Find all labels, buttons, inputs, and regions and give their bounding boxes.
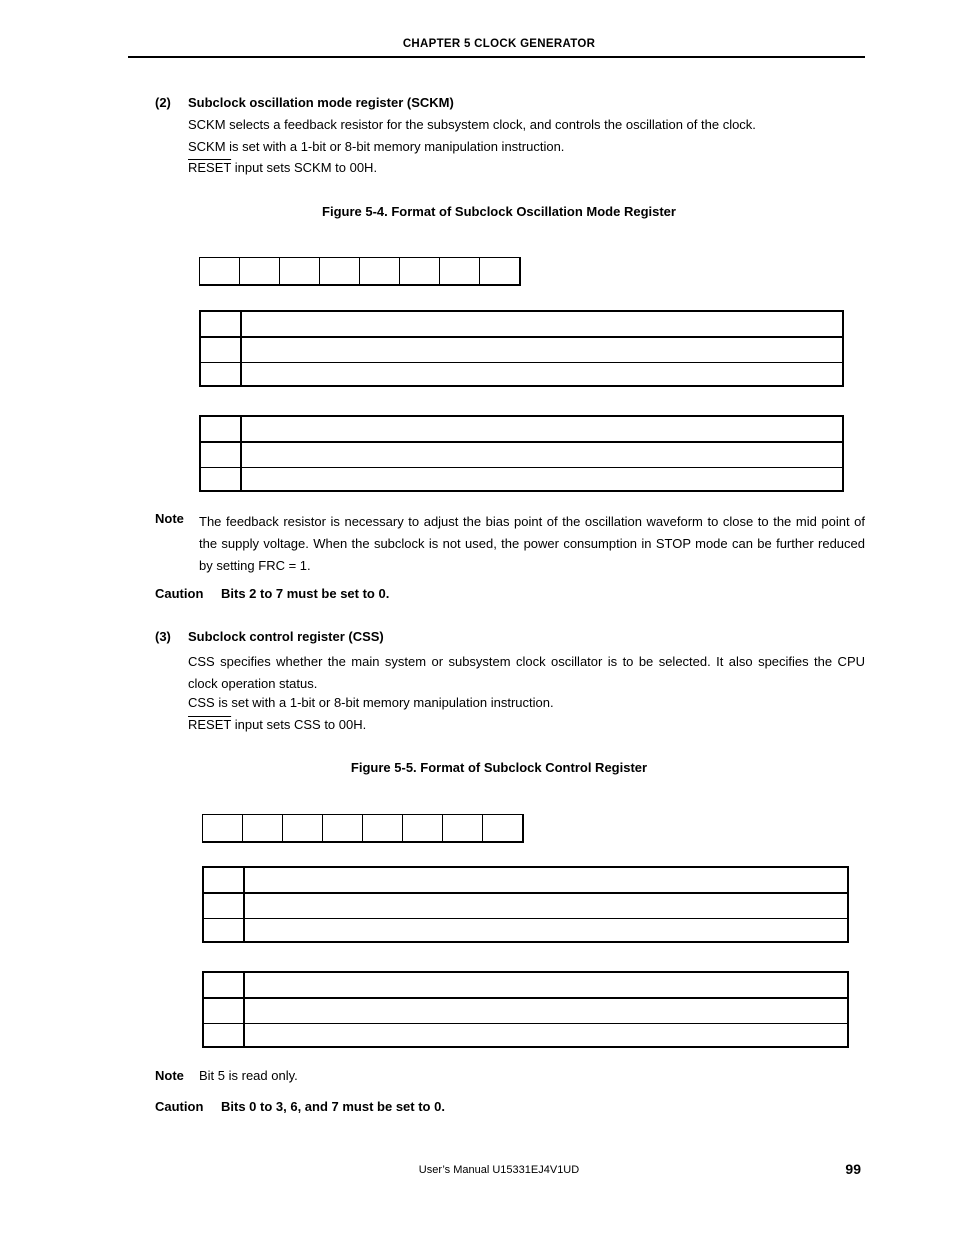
table-row — [203, 893, 848, 918]
css-cls-table — [202, 866, 849, 943]
section-3-title: Subclock control register (CSS) — [188, 629, 384, 644]
sckm-bit-cell — [320, 258, 360, 284]
section-2-number: (2) — [155, 95, 171, 110]
section-2-reset-line — [188, 160, 377, 175]
sckm-bit-cell — [280, 258, 320, 284]
section-3-reset-line — [188, 717, 366, 732]
sckm-bit-cell — [360, 258, 400, 284]
reset-signal: RESET — [188, 160, 232, 175]
caution-2-label: Caution — [155, 1099, 204, 1114]
table-row — [203, 867, 848, 893]
css-bit-cell — [243, 815, 283, 841]
css-bit-cell — [283, 815, 323, 841]
section-3-number: (3) — [155, 629, 171, 644]
css-bit-cell — [203, 815, 243, 841]
sckm-scc-table — [199, 415, 844, 492]
sckm-bit-cell — [400, 258, 440, 284]
sckm-frc-table — [199, 310, 844, 387]
note-2-text: Bit 5 is read only. — [199, 1068, 298, 1083]
table-row — [200, 467, 843, 491]
sckm-bit-cell — [480, 258, 521, 284]
table-row — [200, 311, 843, 337]
css-bit-cell — [323, 815, 363, 841]
footer-manual: User’s Manual U15331EJ4V1UD — [418, 1164, 580, 1176]
table-row — [203, 918, 848, 942]
reset-description: input sets CSS to 00H. — [231, 717, 367, 732]
css-bit-row — [202, 814, 524, 843]
sckm-bit-cell — [240, 258, 280, 284]
table-row — [200, 362, 843, 386]
caution-1-label: Caution — [155, 586, 204, 601]
table-row — [200, 337, 843, 362]
section-2-line-2: SCKM is set with a 1-bit or 8-bit memory manipulation instruction. — [188, 139, 565, 154]
section-3-line-2: CSS is set with a 1-bit or 8-bit memory manipulation instruction. — [188, 695, 554, 710]
sckm-bit-row — [199, 257, 521, 286]
reset-description: input sets SCKM to 00H. — [231, 160, 378, 175]
css-bit-cell — [483, 815, 524, 841]
table-row — [203, 1023, 848, 1047]
section-2-line-1: SCKM selects a feedback resistor for the subsystem clock, and controls the oscillation of the clock. — [188, 117, 756, 132]
css-bit-cell — [443, 815, 483, 841]
note-1-label: Note — [155, 511, 184, 526]
note-2-label: Note — [155, 1068, 184, 1083]
reset-signal: RESET — [188, 717, 232, 732]
caution-2-text: Bits 0 to 3, 6, and 7 must be set to 0. — [221, 1099, 445, 1114]
table-row — [203, 972, 848, 998]
chapter-header: CHAPTER 5 CLOCK GENERATOR — [402, 38, 596, 50]
note-1-text: The feedback resistor is necessary to adjust the bias point of the oscillation waveform to close to the mid point of the supply voltage. When the subclock is not used, the power consumption in STOP mode can be further reduced by setting FRC = 1. — [199, 514, 865, 573]
table-row — [200, 442, 843, 467]
section-2-title: Subclock oscillation mode register (SCKM) — [188, 95, 454, 110]
table-row — [200, 416, 843, 442]
caution-1-text: Bits 2 to 7 must be set to 0. — [221, 586, 390, 601]
page-number: 99 — [845, 1161, 861, 1177]
section-3-paragraph: CSS specifies whether the main system or subsystem clock oscillator is to be selected. It also specifies the CPU clock operation status. — [188, 654, 865, 691]
css-bit-cell — [403, 815, 443, 841]
sckm-bit-cell — [200, 258, 240, 284]
header-rule — [128, 56, 865, 58]
sckm-bit-cell — [440, 258, 480, 284]
figure-5-5-caption: Figure 5-5. Format of Subclock Control Register — [350, 760, 648, 775]
table-row — [203, 998, 848, 1023]
css-bit-cell — [363, 815, 403, 841]
figure-5-4-caption: Figure 5-4. Format of Subclock Oscillation Mode Register — [322, 204, 676, 219]
css-css-table — [202, 971, 849, 1048]
